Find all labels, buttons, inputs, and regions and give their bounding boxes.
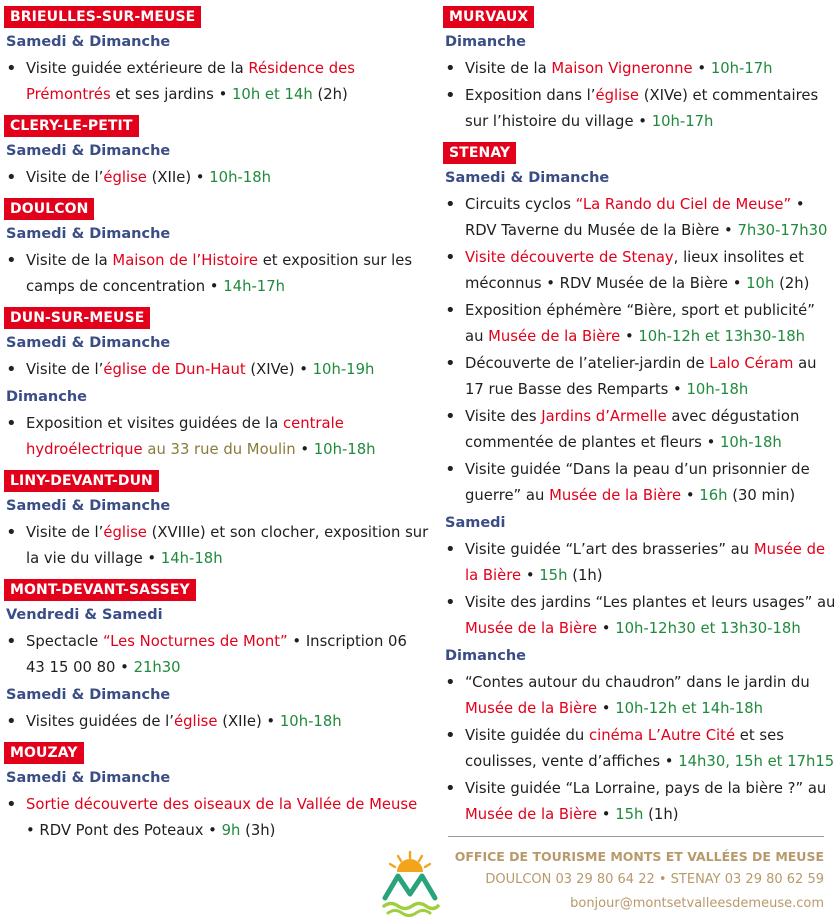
event-list <box>4 792 430 844</box>
town-section <box>4 736 430 844</box>
event-highlight: Maison de l’Histoire <box>112 252 258 269</box>
event-item <box>443 192 837 244</box>
event-time: 7h30-17h30 <box>737 222 828 239</box>
event-text: (30 min) <box>727 487 796 504</box>
town-heading: LINY-DEVANT-DUN <box>4 470 159 492</box>
event-highlight: Musée de la Bière <box>465 620 598 637</box>
event-highlight: Maison Vigneronne <box>551 60 693 77</box>
event-time: 10h-18h <box>686 381 749 398</box>
event-text: Visite guidée extérieure de la <box>26 60 249 77</box>
event-highlight: “Les Nocturnes de Mont” <box>102 633 288 650</box>
event-highlight: Musée de la Bière <box>488 328 621 345</box>
event-item <box>4 56 430 108</box>
event-time: 10h-12h et 14h-18h <box>615 700 764 717</box>
event-text: • RDV Taverne du Musée de la Bière • <box>465 196 805 239</box>
event-time: 15h <box>539 567 568 584</box>
event-text: Visite de l’ <box>26 361 104 378</box>
event-item <box>443 776 837 828</box>
event-time: 10h-19h <box>312 361 375 378</box>
event-text: au 33 rue du Moulin <box>142 441 296 458</box>
event-text: et ses coulisses, vente d’affiches • <box>465 727 784 770</box>
event-item <box>4 520 430 572</box>
event-item <box>4 165 430 191</box>
event-highlight: église <box>103 169 147 186</box>
event-text: Exposition éphémère “Bière, sport et publicité” au <box>465 302 815 345</box>
event-highlight: église <box>103 524 147 541</box>
event-text: • <box>597 806 616 823</box>
town-heading: MURVAUX <box>443 6 534 28</box>
event-text: Visite guidée “La Lorraine, pays de la bière ?” au <box>465 780 827 797</box>
event-time: 10h et 14h <box>232 86 313 103</box>
event-text: au 17 rue Basse des Remparts • <box>465 355 817 398</box>
event-list <box>443 537 837 642</box>
days-label: Samedi & Dimanche <box>6 498 171 514</box>
event-text: “Contes autour du chaudron” dans le jardin du <box>465 674 810 691</box>
event-list <box>4 56 430 108</box>
event-text: (1h) <box>567 567 603 584</box>
event-text: (XIIe) • <box>217 713 280 730</box>
event-list <box>4 629 430 681</box>
event-text: (2h) <box>312 86 348 103</box>
days-label: Samedi & Dimanche <box>6 226 171 242</box>
days-label: Dimanche <box>445 34 526 50</box>
town-heading: BRIEULLES-SUR-MEUSE <box>4 6 201 28</box>
event-time: 9h <box>221 822 241 839</box>
event-highlight: Jardins d’Armelle <box>541 408 667 425</box>
town-heading: DOULCON <box>4 198 94 220</box>
event-item <box>4 357 430 383</box>
event-text: Visite des <box>465 408 542 425</box>
event-text: • <box>521 567 540 584</box>
event-time: 10h-17h <box>651 113 714 130</box>
event-text: (XIVe) et commentaires sur l’histoire du village • <box>465 87 819 130</box>
town-section <box>4 301 430 463</box>
sun-mountain-wave-logo-icon <box>380 848 440 918</box>
event-time: 10h-18h <box>313 441 376 458</box>
event-highlight: “La Rando du Ciel de Meuse” <box>575 196 792 213</box>
event-text: (XVIIIe) et son clocher, exposition sur la vie du village • <box>26 524 429 567</box>
office-title: OFFICE DE TOURISME MONTS ET VALLÉES DE MEUSE <box>454 849 824 864</box>
town-section <box>443 136 837 828</box>
event-time: 10h-17h <box>710 60 773 77</box>
left-column <box>4 0 430 845</box>
event-list <box>4 357 430 383</box>
town-section <box>4 109 430 191</box>
event-text: • <box>597 700 616 717</box>
days-label: Dimanche <box>445 648 526 664</box>
town-heading: STENAY <box>443 142 516 164</box>
event-text: • <box>597 620 616 637</box>
event-highlight: Visite découverte de Stenay <box>465 249 674 266</box>
event-time: 16h <box>699 487 728 504</box>
event-highlight: Musée de la Bière <box>465 806 598 823</box>
event-item <box>443 56 837 82</box>
event-highlight: Musée de la Bière <box>549 487 682 504</box>
event-text: avec dégustation commentée de plantes et fleurs • <box>465 408 800 451</box>
event-text: et exposition sur les camps de concentration • <box>26 252 413 295</box>
event-list <box>443 670 837 828</box>
event-time: 14h-18h <box>160 550 223 567</box>
event-item <box>4 248 430 300</box>
event-text: • <box>681 487 700 504</box>
event-text: Exposition et visites guidées de la <box>26 415 284 432</box>
event-list <box>4 411 430 463</box>
event-highlight: Sortie découverte des oiseaux de la Vallée de Meuse <box>26 796 418 813</box>
event-item <box>443 537 837 589</box>
event-time: 10h <box>746 275 775 292</box>
days-label: Samedi & Dimanche <box>6 34 171 50</box>
event-time: 10h-12h et 13h30-18h <box>638 328 806 345</box>
town-section <box>4 0 430 108</box>
event-item <box>443 590 837 642</box>
event-list <box>443 192 837 509</box>
event-time: 14h30, 15h et 17h15 <box>678 753 835 770</box>
event-item <box>443 83 837 135</box>
event-item <box>4 709 430 735</box>
event-text: • <box>692 60 711 77</box>
event-list <box>443 56 837 135</box>
days-label: Samedi & Dimanche <box>6 335 171 351</box>
event-text: (XIIe) • <box>146 169 210 186</box>
event-item <box>4 792 430 844</box>
footer <box>448 846 824 916</box>
event-highlight: Résidence des Prémontrés <box>26 60 355 103</box>
town-section <box>4 192 430 300</box>
event-text: • <box>620 328 639 345</box>
event-text: • RDV Pont des Poteaux • <box>26 822 222 839</box>
town-heading: MOUZAY <box>4 742 84 764</box>
event-text: (2h) <box>774 275 810 292</box>
event-time: 14h-17h <box>223 278 286 295</box>
event-highlight: église <box>173 713 218 730</box>
town-heading: CLERY-LE-PETIT <box>4 115 139 137</box>
event-list <box>4 520 430 572</box>
event-time: 21h30 <box>133 659 181 676</box>
office-phones: DOULCON 03 29 80 64 22 • STENAY 03 29 80 62 59 <box>485 872 824 887</box>
event-highlight: Lalo Céram <box>709 355 794 372</box>
event-text: Visite de l’ <box>26 524 104 541</box>
event-highlight: centrale hydroélectrique <box>26 415 344 458</box>
event-text: Circuits cyclos <box>465 196 576 213</box>
days-label: Samedi & Dimanche <box>445 170 610 186</box>
event-text: Visite des jardins “Les plantes et leurs usages” au <box>465 594 836 611</box>
days-label: Samedi & Dimanche <box>6 770 171 786</box>
town-section <box>4 573 430 735</box>
days-label: Vendredi & Samedi <box>6 607 163 623</box>
event-text: (1h) <box>643 806 679 823</box>
footer-divider <box>448 836 824 837</box>
event-text: Visite guidée du <box>465 727 589 744</box>
event-highlight: église <box>595 87 640 104</box>
event-list <box>4 165 430 191</box>
event-item <box>443 723 837 775</box>
event-time: 15h <box>615 806 644 823</box>
event-time: 10h-18h <box>209 169 272 186</box>
days-label: Samedi & Dimanche <box>6 687 171 703</box>
event-text: Visite de la <box>26 252 113 269</box>
event-list <box>4 248 430 300</box>
event-item <box>4 629 430 681</box>
event-text: • <box>295 441 314 458</box>
event-item <box>443 298 837 350</box>
event-highlight: Musée de la Bière <box>465 541 826 584</box>
days-label: Samedi & Dimanche <box>6 143 171 159</box>
event-text: (3h) <box>240 822 276 839</box>
event-item <box>443 245 837 297</box>
event-text: , lieux insolites et méconnus • RDV Musée de la Bière • <box>465 249 804 292</box>
event-text: Découverte de l’atelier-jardin de <box>465 355 710 372</box>
event-text: Spectacle <box>26 633 103 650</box>
event-text: Visite de la <box>465 60 552 77</box>
office-email[interactable]: bonjour@montsetvalleesdemeuse.com <box>570 896 824 911</box>
event-highlight: Musée de la Bière <box>465 700 598 717</box>
town-heading: DUN-SUR-MEUSE <box>4 307 150 329</box>
days-label: Samedi <box>445 515 506 531</box>
event-item <box>443 457 837 509</box>
right-column <box>443 0 837 829</box>
event-item <box>443 351 837 403</box>
event-item <box>443 404 837 456</box>
event-list <box>4 709 430 735</box>
event-text: • Inscription 06 43 15 00 80 • <box>26 633 407 676</box>
event-text: et ses jardins • <box>110 86 233 103</box>
event-text: Visite de l’ <box>26 169 104 186</box>
event-text: Visite guidée “Dans la peau d’un prisonnier de guerre” au <box>465 461 810 504</box>
town-section <box>443 0 837 135</box>
event-highlight: cinéma L’Autre Cité <box>589 727 736 744</box>
event-text: Visites guidées de l’ <box>26 713 174 730</box>
days-label: Dimanche <box>6 389 87 405</box>
event-item <box>4 411 430 463</box>
event-highlight: église de Dun-Haut <box>103 361 246 378</box>
event-text: (XIVe) • <box>245 361 313 378</box>
event-time: 10h-18h <box>279 713 342 730</box>
event-time: 10h-12h30 et 13h30-18h <box>615 620 801 637</box>
event-item <box>443 670 837 722</box>
event-text: Visite guidée “L’art des brasseries” au <box>465 541 754 558</box>
event-time: 10h-18h <box>720 434 782 451</box>
town-heading: MONT-DEVANT-SASSEY <box>4 579 196 601</box>
event-text: Exposition dans l’ <box>465 87 596 104</box>
town-section <box>4 464 430 572</box>
